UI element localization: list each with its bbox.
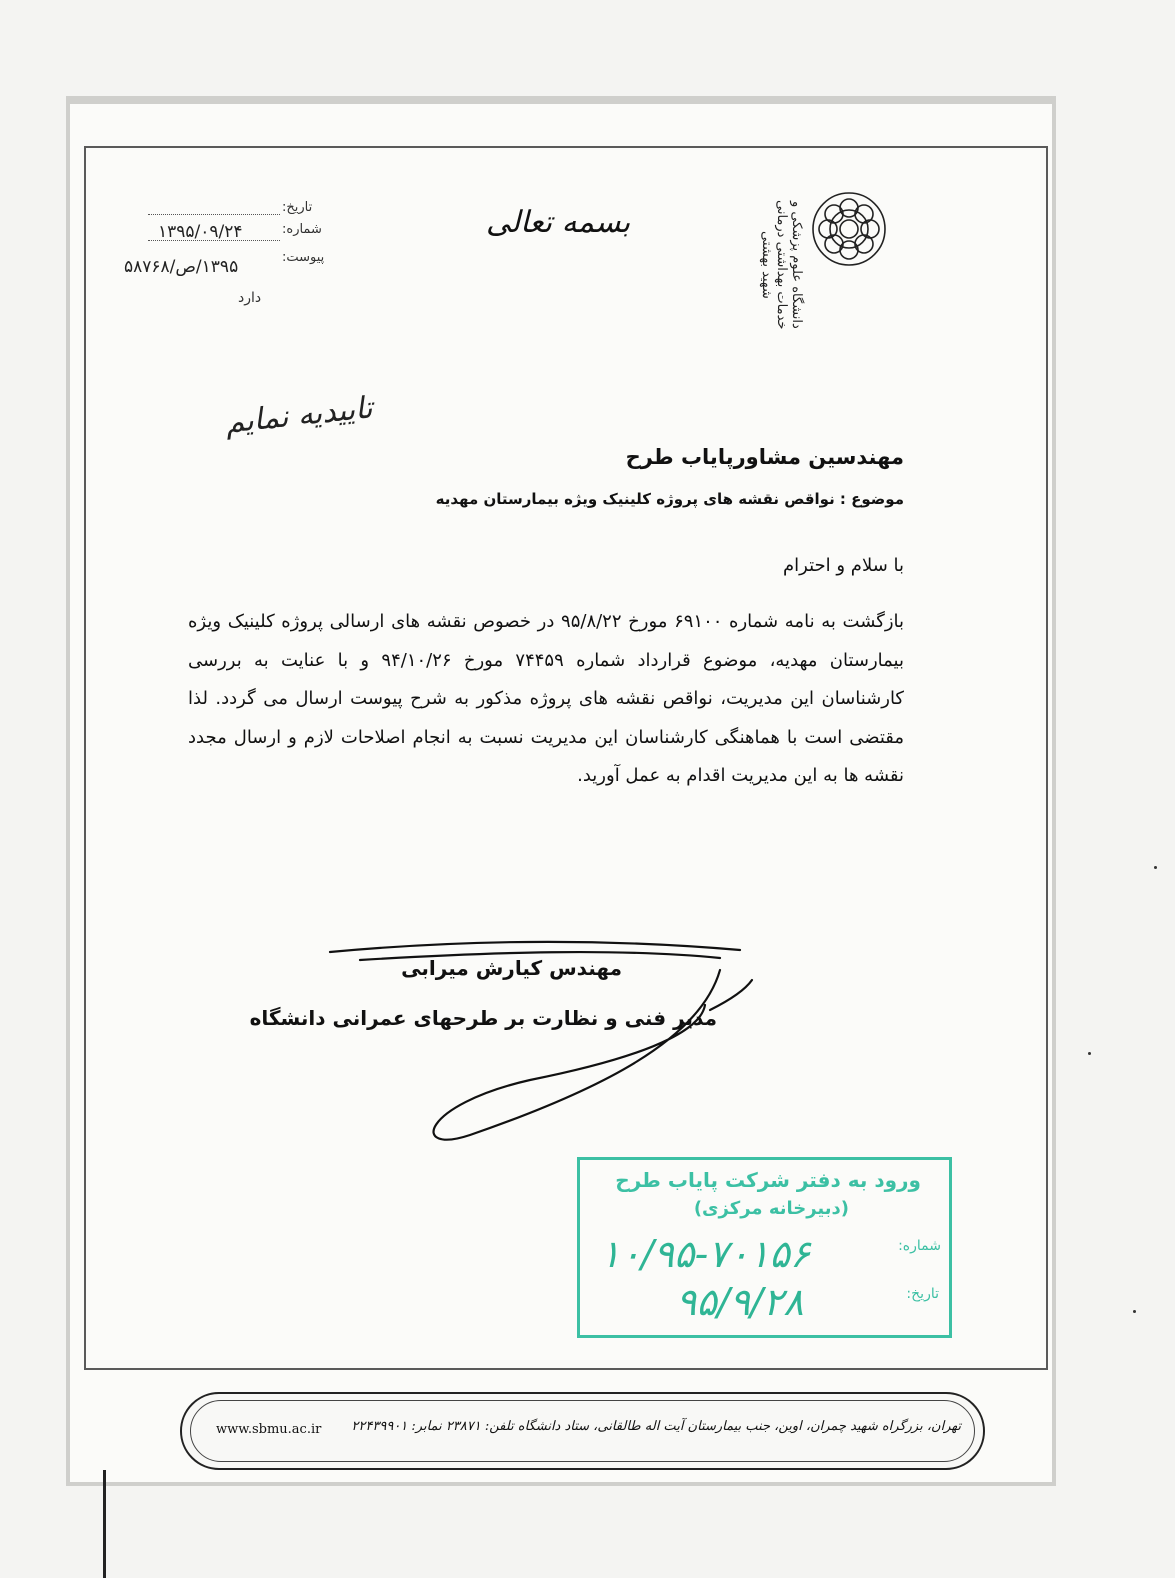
footer-address: تهران، بزرگراه شهید چمران، اوین، جنب بیمارستان آیت اله طالقانی، ستاد دانشگاه تلفن: ۲۳۸۷۱ نمابر: ۲۲۴۳۹۹۰۱ (351, 1419, 961, 1434)
basmala: بسمه تعالی (486, 205, 631, 240)
website-link[interactable]: www.sbmu.ac.ir (216, 1422, 322, 1437)
scan-speck (1133, 1310, 1136, 1313)
university-name: دانشگاه علوم پزشکی و خدمات بهداشتی درمانی شهید بهشتی (759, 200, 804, 330)
stamp-date-label: تاریخ: (906, 1286, 939, 1302)
attachment-status: دارد (238, 290, 262, 306)
scan-speck (1154, 866, 1157, 869)
letter-body: بازگشت به نامه شماره ۶۹۱۰۰ مورخ ۹۵/۸/۲۲ در خصوص نقشه های ارسالی پروژه کلینیک ویژه بیمارستان مهدیه، موضوع قرارداد شماره ۷۴۴۵۹ مورخ ۹۴/۱۰/۲۶ و با عنایت به بررسی کارشناسان این مدیریت، نواقص نقشه های پروژه مذکور به شرح پیوست ارسال می گردد. لذا مقتضی است با هماهنگی کارشناسان این مدیریت نسبت به انجام اصلاحات لازم و ارسال مجدد نقشه ها به این مدیریت اقدام به عمل آورید. (188, 611, 905, 786)
stamp-number: ۱۰/۹۵-۷۰۱۵۶ (600, 1232, 811, 1276)
footer-address-bar (180, 1392, 985, 1470)
stamp-date: ۹۵/۹/۲۸ (676, 1280, 804, 1324)
stamp-number-label: شماره: (898, 1238, 941, 1254)
handwritten-note: تاییدیه نمایم (223, 390, 375, 441)
greeting: با سلام و احترام (783, 555, 904, 576)
receipt-stamp (577, 1157, 952, 1338)
stamp-heading: ورود به دفتر شرکت پایاب طرح (615, 1168, 921, 1192)
signatory-name: مهندس کیارش میرابی (401, 956, 622, 980)
scan-edge-line (103, 1470, 106, 1578)
university-logo-icon (808, 188, 890, 270)
signatory-title: مدیر فنی و نظارت بر طرحهای عمرانی دانشگاه (249, 1006, 717, 1030)
date-line (148, 214, 280, 215)
subject-line: موضوع : نواقص نقشه های پروژه کلینیک ویژه بیمارستان مهدیه (435, 490, 904, 508)
stamp-subheading: (دبیرخانه مرکزی) (693, 1198, 849, 1219)
scan-speck (1088, 1052, 1091, 1055)
number-line (148, 240, 280, 241)
attachment-label: پیوست: (282, 250, 325, 265)
footer-inner-border (190, 1400, 975, 1462)
number-label: شماره: (282, 222, 322, 237)
letter-number: ۱۳۹۵/۰۹/۲۴ (158, 222, 243, 242)
date-label: تاریخ: (282, 200, 313, 215)
attachment-number: ۱۳۹۵/ص/۵۸۷۶۸ (124, 257, 239, 277)
recipient: مهندسین مشاورپایاب طرح (625, 445, 904, 469)
